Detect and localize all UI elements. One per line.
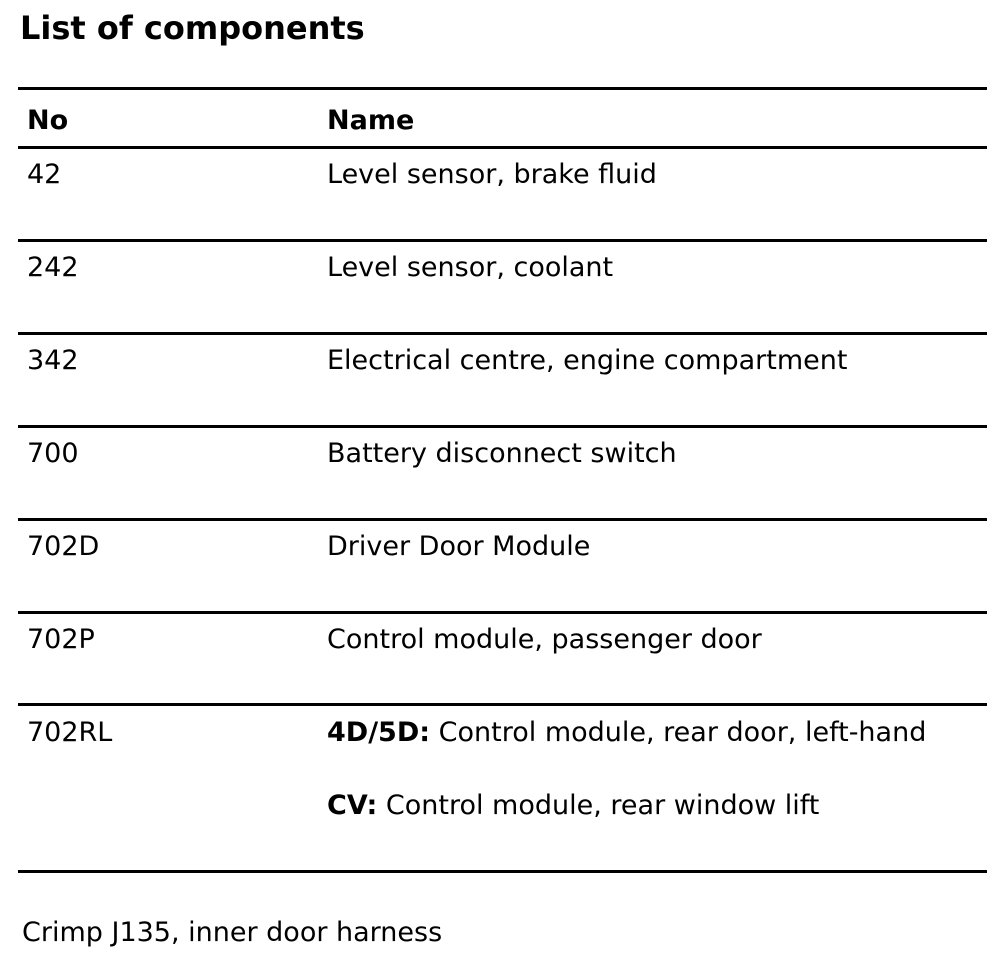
row-42-name: Level sensor, brake fluid	[327, 159, 657, 190]
row-divider	[18, 518, 987, 521]
row-702rl-variant-cv	[327, 789, 819, 823]
table-top-rule	[18, 87, 987, 90]
row-702rl-number: 702RL	[27, 717, 113, 748]
variant-text-cv: Control module, rear window lift	[377, 790, 820, 821]
footer-note: Crimp J135, inner door harness	[22, 917, 443, 948]
page-title: List of components	[20, 9, 365, 47]
table-bottom-rule	[18, 870, 987, 873]
row-divider	[18, 332, 987, 335]
variant-text-4d5d: Control module, rear door, left-hand	[430, 717, 927, 748]
row-702d-name: Driver Door Module	[327, 531, 591, 562]
column-header-name: Name	[327, 105, 415, 136]
row-242-number: 242	[27, 252, 79, 283]
row-242-name: Level sensor, coolant	[327, 252, 614, 283]
row-702rl-variant-4d5d	[327, 716, 926, 750]
row-divider	[18, 239, 987, 242]
row-divider	[18, 611, 987, 614]
row-342-number: 342	[27, 345, 79, 376]
row-700-number: 700	[27, 438, 79, 469]
row-42-number: 42	[27, 159, 62, 190]
column-header-no: No	[27, 105, 69, 136]
variant-prefix-4d5d: 4D/5D:	[327, 717, 431, 748]
variant-prefix-cv: CV:	[327, 790, 378, 821]
row-700-name: Battery disconnect switch	[327, 438, 677, 469]
header-divider	[18, 146, 987, 149]
row-342-name: Electrical centre, engine compartment	[327, 345, 848, 376]
row-divider	[18, 425, 987, 428]
row-702p-name: Control module, passenger door	[327, 624, 762, 655]
row-702d-number: 702D	[27, 531, 100, 562]
row-702p-number: 702P	[27, 624, 95, 655]
row-divider	[18, 703, 987, 706]
